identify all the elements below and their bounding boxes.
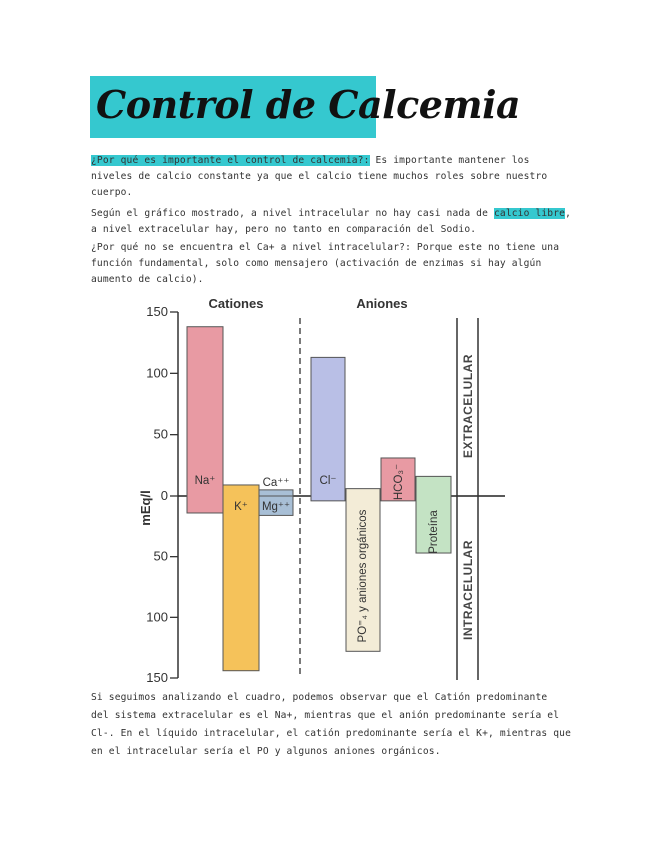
paragraph-1-line-1	[91, 153, 571, 169]
y-tick-label: 0	[160, 488, 168, 503]
paragraph-text: ,	[565, 208, 572, 219]
title-highlight	[90, 76, 521, 138]
paragraph-4-line-3: Cl-. En el líquido intracelular, el catión predominante sería el K+, mientras que	[91, 728, 571, 739]
y-tick-label: 100	[146, 609, 168, 625]
paragraph-4-line-2: del sistema extracelular es el Na+, mientras que el anión predominante sería el	[91, 710, 560, 721]
electrolyte-chart	[110, 290, 510, 685]
page-title: Control de Calcemia	[96, 82, 521, 127]
group-label-cationes: Cationes	[208, 296, 264, 311]
bar-label-7: Proteína	[428, 510, 440, 554]
y-tick-label: 50	[153, 426, 168, 442]
bar-label-2: Ca⁺⁺	[262, 477, 290, 489]
paragraph-2-line-1	[91, 206, 571, 222]
y-axis-label: mEq/l	[138, 490, 153, 526]
paragraph-2-line-2: a nivel extracelular hay, pero no tanto en comparación del Sodio.	[91, 224, 477, 235]
chart-svg	[110, 290, 510, 685]
bar-2	[259, 490, 293, 496]
bar-label-4: Cl⁻	[319, 475, 337, 487]
region-label-intracelular: INTRACELULAR	[461, 540, 475, 640]
y-tick-label: 150	[146, 304, 168, 319]
paragraph-text: Según el gráfico mostrado, a nivel intracelular no hay casi nada de	[91, 208, 494, 219]
y-tick-label: 100	[146, 365, 168, 381]
bar-label-5: PO⁼₄ y aniones orgánicos	[357, 509, 369, 643]
paragraph-text: Es importante mantener los	[369, 155, 530, 166]
question-highlight: ¿Por qué es importante el control de calcemia?:	[91, 155, 370, 166]
paragraph-4-line-4: en el intracelular sería el PO y algunos aniones orgánicos.	[91, 746, 441, 757]
paragraph-4-line-1: Si seguimos analizando el cuadro, podemos observar que el Catión predominante	[91, 692, 548, 703]
calcio-libre-highlight: calcio libre	[493, 208, 566, 219]
paragraph-1-line-2: niveles de calcio constante ya que el calcio tiene muchos roles sobre nuestro	[91, 171, 548, 182]
bar-label-1: K⁺	[234, 501, 248, 513]
bar-label-0: Na⁺	[194, 475, 216, 487]
region-label-extracelular: EXTRACELULAR	[461, 354, 475, 458]
paragraph-1-line-3: cuerpo.	[91, 187, 133, 198]
paragraph-3-line-1: ¿Por qué no se encuentra el Ca+ a nivel intracelular?: Porque este no tiene una	[91, 242, 560, 253]
bar-label-6: HCO₃⁻	[393, 463, 405, 501]
paragraph-3-line-3: aumento de calcio).	[91, 274, 204, 285]
y-tick-label: 150	[146, 670, 168, 685]
bar-label-3: Mg⁺⁺	[261, 501, 291, 513]
paragraph-3-line-2: función fundamental, solo como mensajero (activación de enzimas si hay algún	[91, 258, 542, 269]
group-label-aniones: Aniones	[356, 296, 408, 311]
y-tick-label: 50	[153, 548, 168, 564]
